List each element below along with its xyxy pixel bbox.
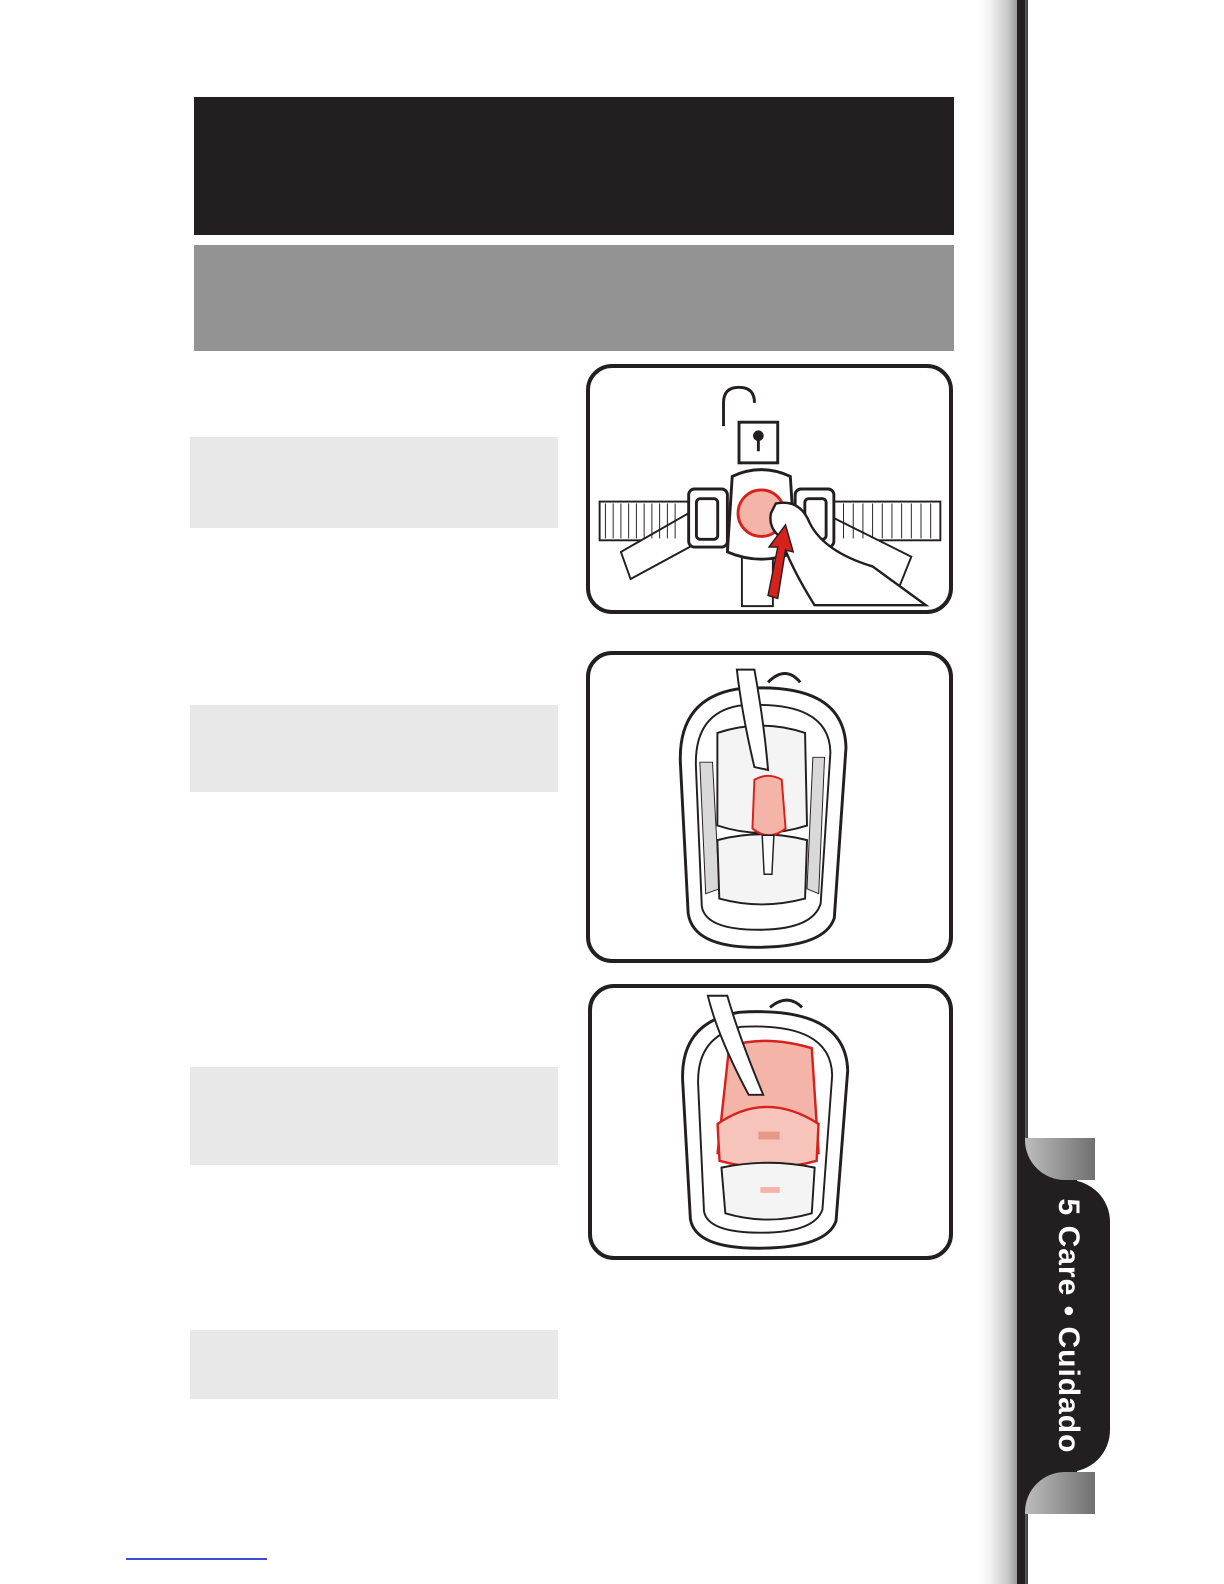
- unlock-buckle-illustration: [586, 364, 953, 614]
- step-1-text-box: [190, 437, 558, 528]
- step-3-text-box: [190, 1067, 558, 1165]
- footer-link-underline: [126, 1558, 267, 1560]
- remove-seat-pad-illustration: [588, 984, 953, 1260]
- remove-harness-illustration: [586, 651, 953, 963]
- unlock-icon: [724, 387, 778, 463]
- title-bar: [194, 97, 954, 235]
- step-2-text-box: [190, 705, 558, 792]
- tab-curve-top: [1017, 1140, 1077, 1185]
- subtitle-bar: [194, 245, 954, 351]
- step-4-text-box: [190, 1330, 558, 1399]
